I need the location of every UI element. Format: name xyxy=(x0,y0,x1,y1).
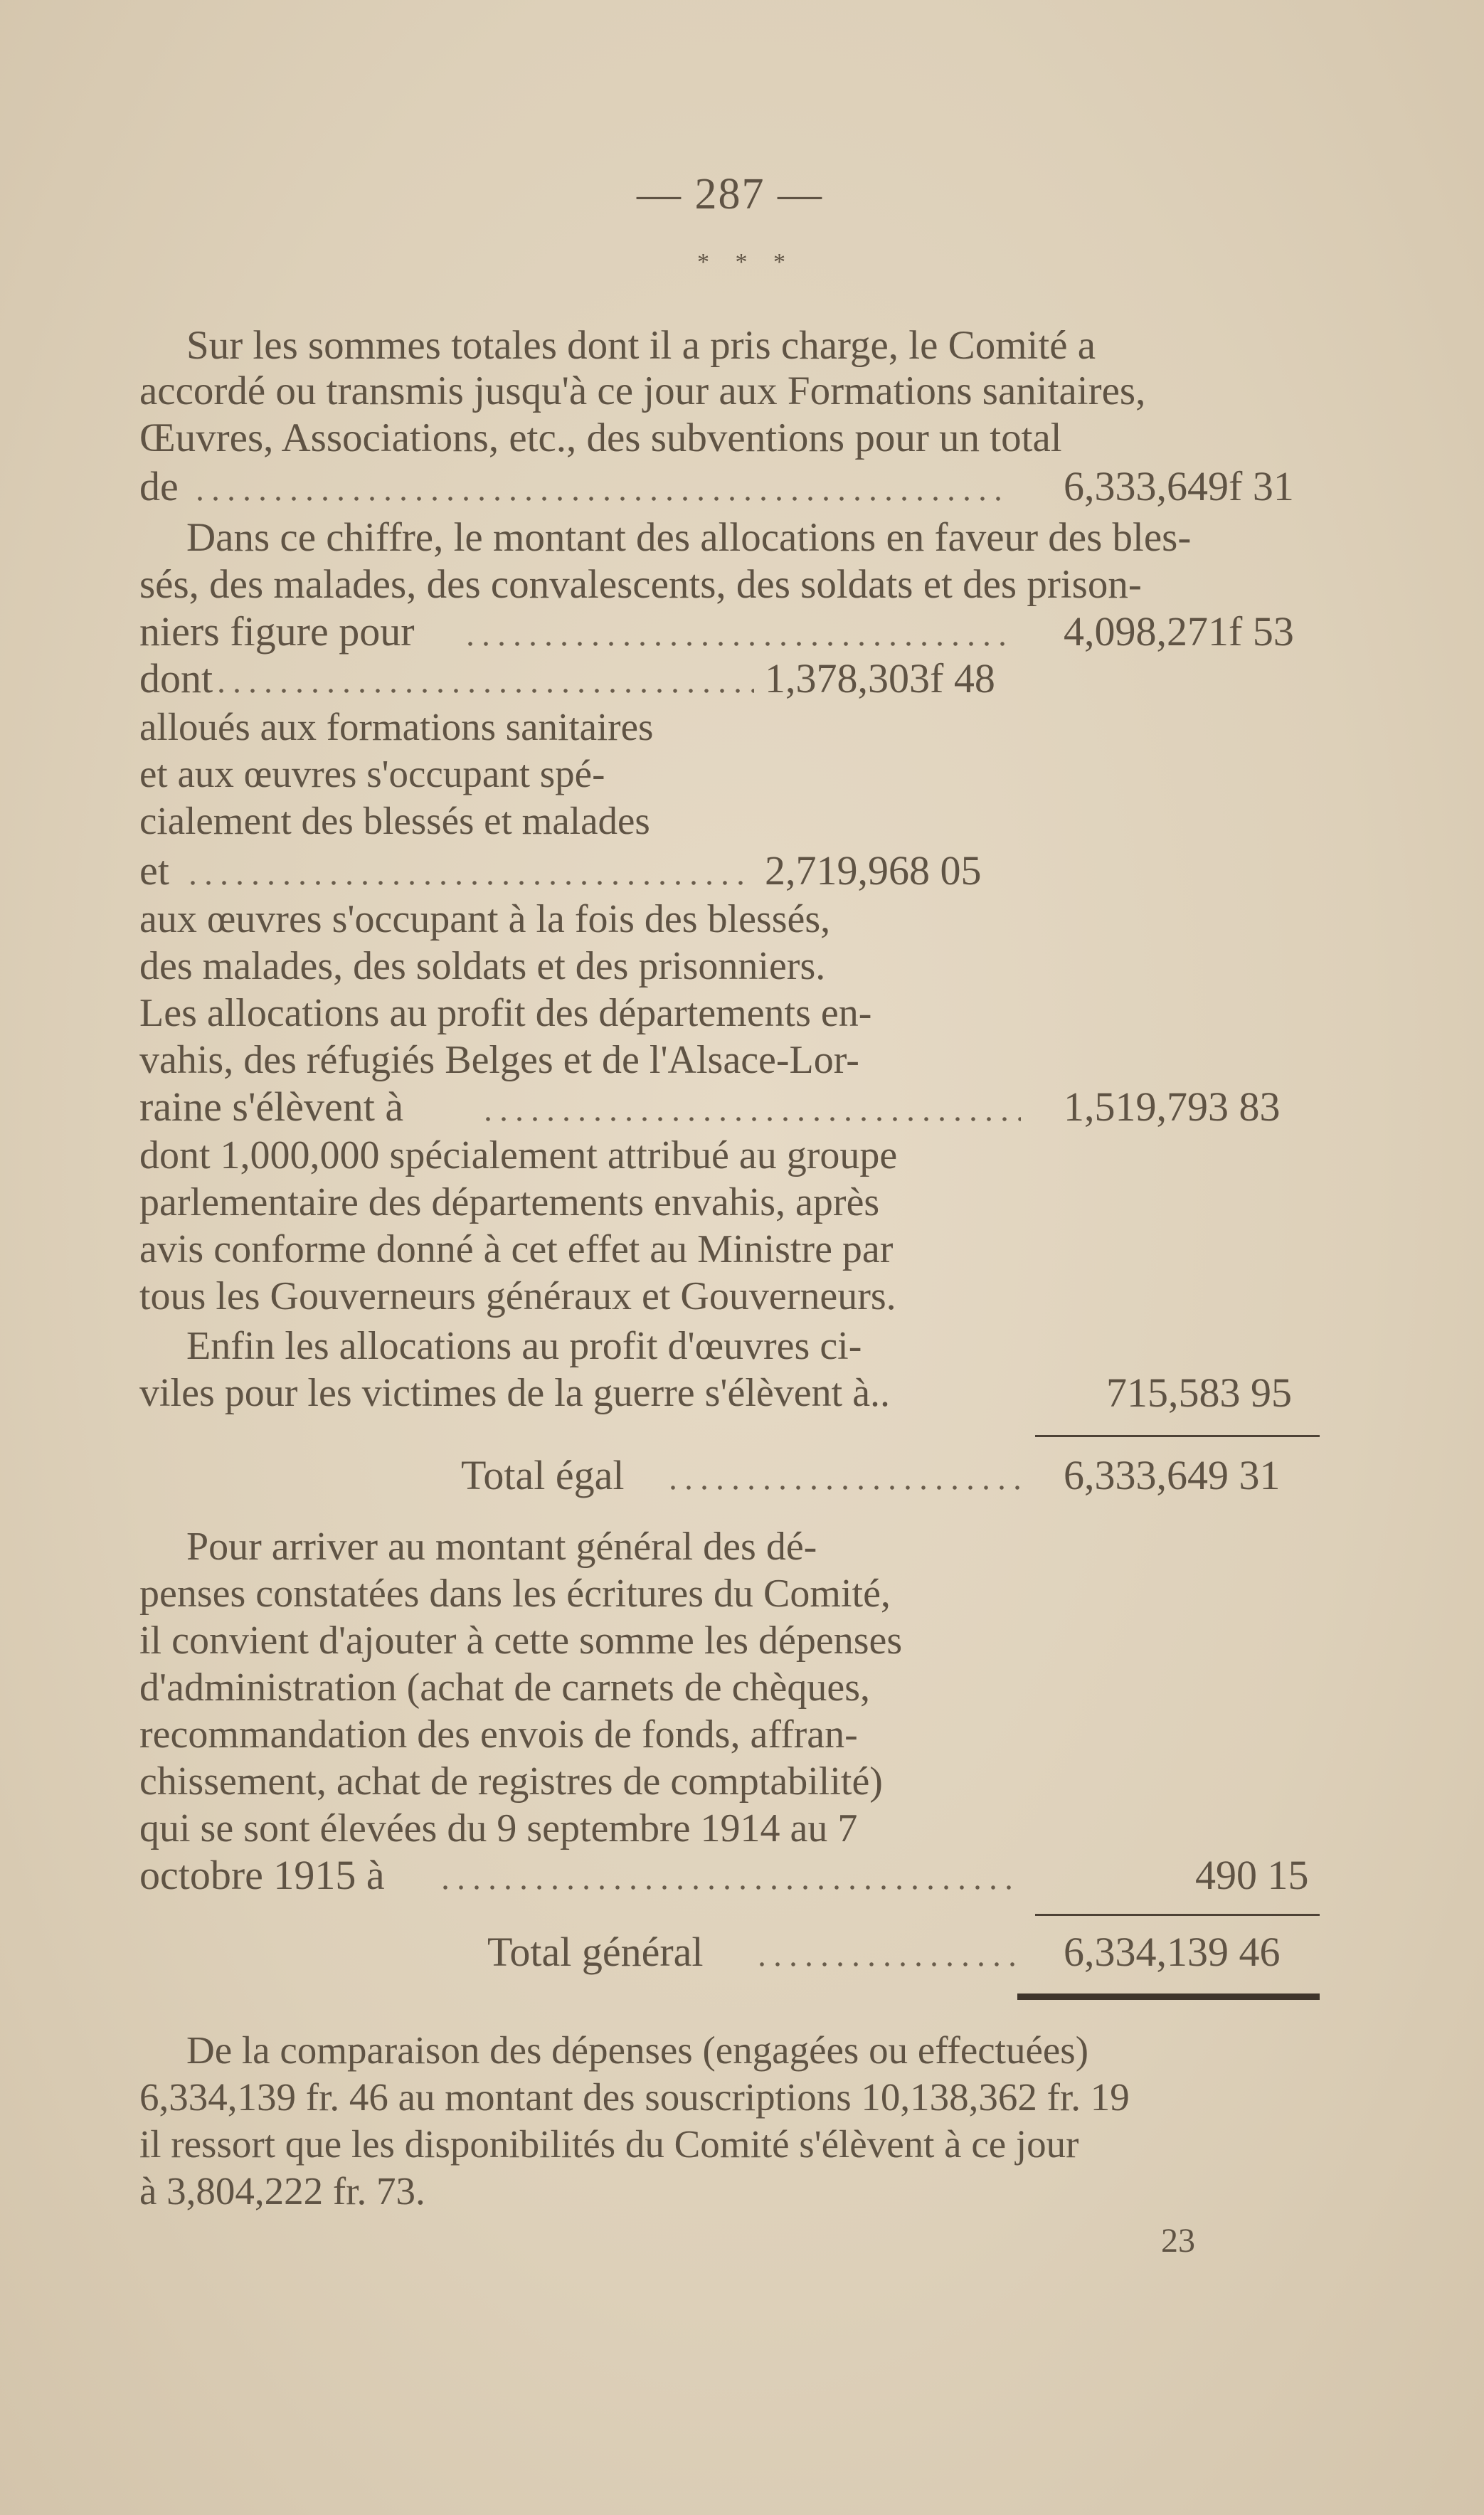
p5-leader-label: octobre 1915 à xyxy=(139,1852,385,1898)
sub2-amount: 2,719,968 05 xyxy=(765,847,982,894)
sub2-line-1: aux œuvres s'occupant à la fois des blessés, xyxy=(139,897,831,941)
p6-line-2: 6,334,139 fr. 46 au montant des souscriptions 10,138,362 fr. 19 xyxy=(139,2075,1130,2119)
p3-tail-line-3: avis conforme donné à cet effet au Ministre par xyxy=(139,1227,894,1271)
p2-amount: 4,098,271f 53 xyxy=(1064,608,1294,655)
p1-line-3: Œuvres, Associations, etc., des subventions pour un total xyxy=(139,415,1062,460)
total-egal-label: Total égal xyxy=(461,1452,625,1498)
p3-tail-line-1: dont 1,000,000 spécialement attribué au groupe xyxy=(139,1133,898,1177)
subtotal-rule xyxy=(1035,1435,1320,1437)
p5-line-4: d'administration (achat de carnets de chèques, xyxy=(139,1666,871,1710)
p3-tail-line-4: tous les Gouverneurs généraux et Gouverneurs. xyxy=(139,1274,896,1318)
total-general-dot-leader xyxy=(754,1962,1021,1966)
p1-leader-label: de xyxy=(139,463,179,509)
double-rule xyxy=(1017,1994,1320,2000)
p6-line-3: il ressort que les disponibilités du Comité s'élèvent à ce jour xyxy=(139,2122,1079,2166)
p5-line-6: chissement, achat de registres de comptabilité) xyxy=(139,1759,883,1804)
p1-line-1: Sur les sommes totales dont il a pris charge, le Comité a xyxy=(186,323,1096,368)
p4-amount: 715,583 95 xyxy=(1106,1370,1292,1416)
p5-line-7: qui se sont élevées du 9 septembre 1914 au 7 xyxy=(139,1806,858,1850)
p1-amount: 6,333,649f 31 xyxy=(1064,463,1294,509)
total-egal-dot-leader xyxy=(665,1486,1021,1490)
p1-dot-leader xyxy=(192,497,1003,501)
p3-line-2: vahis, des réfugiés Belges et de l'Alsace-Lor- xyxy=(139,1038,859,1082)
sub1-amount: 1,378,303f 48 xyxy=(765,655,995,701)
p3-tail-line-2: parlementaire des départements envahis, après xyxy=(139,1180,880,1224)
total-egal-amount: 6,333,649 31 xyxy=(1064,1452,1281,1498)
p3-leader-label: raine s'élèvent à xyxy=(139,1084,404,1130)
p2-dot-leader xyxy=(462,642,1010,646)
p2-leader-label: niers figure pour xyxy=(139,608,415,655)
p2-line-2: sés, des malades, des convalescents, des soldats et des prison- xyxy=(139,562,1142,607)
p5-amount: 490 15 xyxy=(1195,1852,1309,1898)
sub2-leader-label: et xyxy=(139,847,169,894)
total-general-amount: 6,334,139 46 xyxy=(1064,1929,1281,1975)
page-number: — 287 — xyxy=(637,170,823,218)
sub1-dot-leader xyxy=(213,689,754,693)
sub2-dot-leader xyxy=(185,881,754,885)
sub1-line-3: cialement des blessés et malades xyxy=(139,799,650,842)
total-general-label: Total général xyxy=(487,1929,704,1975)
p2-line-1: Dans ce chiffre, le montant des allocations en faveur des bles- xyxy=(186,515,1192,560)
p4-line-1: Enfin les allocations au profit d'œuvres ci- xyxy=(186,1324,862,1368)
signature-mark: 23 xyxy=(1161,2222,1195,2260)
p6-line-4: à 3,804,222 fr. 73. xyxy=(139,2169,425,2213)
sub2-line-2: des malades, des soldats et des prisonniers. xyxy=(139,944,826,988)
asterism: * * * xyxy=(697,249,795,275)
p5-line-1: Pour arriver au montant général des dé- xyxy=(186,1525,817,1569)
p3-dot-leader xyxy=(480,1117,1021,1121)
sub1-line-2: et aux œuvres s'occupant spé- xyxy=(139,752,605,795)
p5-line-3: il convient d'ajouter à cette somme les dépenses xyxy=(139,1619,903,1663)
sub1-line-1: alloués aux formations sanitaires xyxy=(139,705,654,748)
p6-line-1: De la comparaison des dépenses (engagées ou effectuées) xyxy=(186,2028,1089,2072)
p5-dot-leader xyxy=(438,1885,1021,1890)
p5-line-2: penses constatées dans les écritures du Comité, xyxy=(139,1572,891,1616)
p5-line-5: recommandation des envois de fonds, affran- xyxy=(139,1712,858,1757)
p3-line-1: Les allocations au profit des départements en- xyxy=(139,991,872,1035)
p3-amount: 1,519,793 83 xyxy=(1064,1084,1281,1130)
sub1-leader-label: dont xyxy=(139,655,213,701)
p4-last-line: viles pour les victimes de la guerre s'élèvent à.. xyxy=(139,1371,891,1415)
p1-line-2: accordé ou transmis jusqu'à ce jour aux Formations sanitaires, xyxy=(139,369,1146,413)
grand-total-rule xyxy=(1035,1914,1320,1916)
